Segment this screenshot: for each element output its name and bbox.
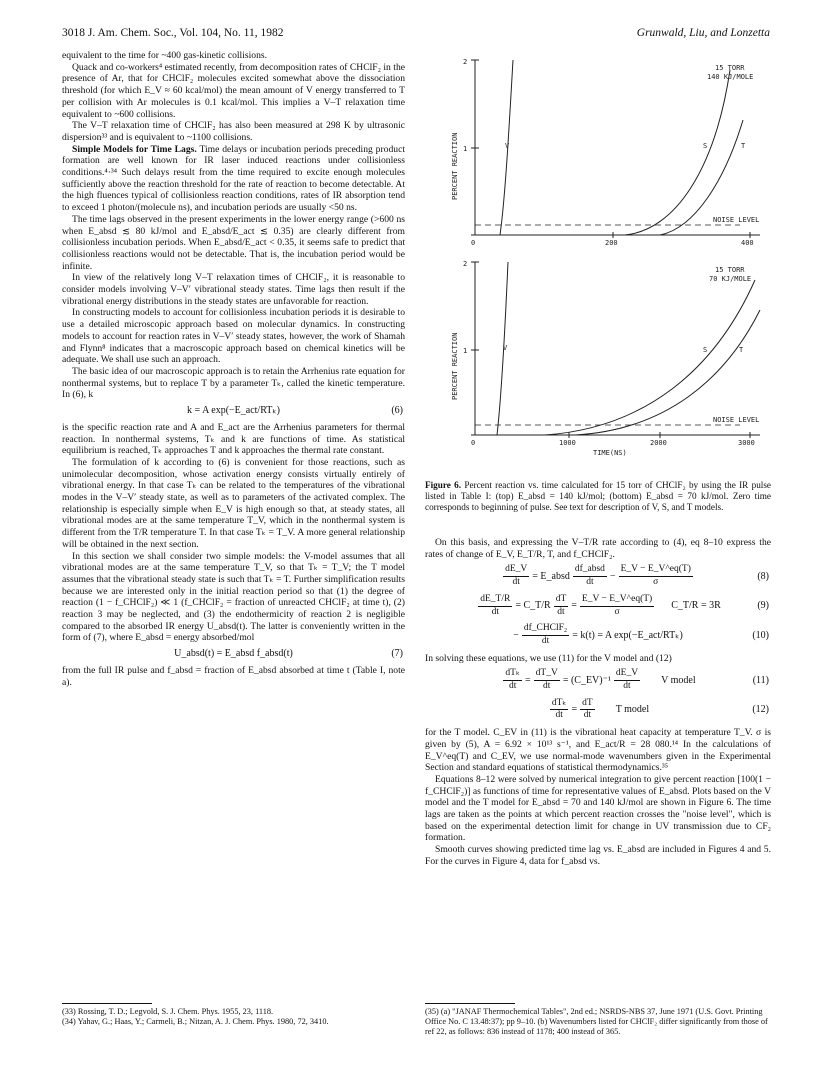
caption-text: Percent reaction vs. time calculated for 15 torr of CHClF₂ by using the IR pulse listed in Table I: (top) E_absd = 140 kJ/mol; (bottom) E_absd = 70 kJ/mol. Zero time corresponds to beginning of pulse. See text for description of V, S, and T models. [425,480,771,512]
x-tick-label: 3000 [738,439,755,447]
y-tick-label: 1 [463,145,468,153]
x-tick-label: 2000 [650,439,667,447]
journal-citation: 3018 J. Am. Chem. Soc., Vol. 104, No. 11, 1982 [62,27,284,39]
equation-body: U_absd(t) = E_absd f_absd(t) [174,648,293,660]
legend-pressure: 15 TORR [715,266,745,274]
left-footnotes [62,1003,405,1027]
y-tick-label: 1 [463,347,468,355]
section-heading: Simple Models for Time Lags. [72,143,197,155]
equation-number: (12) [752,704,769,716]
equation-7 [62,648,405,660]
paragraph: Equations 8–12 were solved by numerical integration to give percent reaction [100(1 − f_CHClF₂)] as functions of time for representative values of E_absd. Plots based on the V model and the T model for E_absd = 70 and 140 kJ/mol are shown in Figure 6. The time lags are taken as the points at which percent reaction crosses the "noise level", which is based on the experimental detection limit for change in UV transmission due to CF₂ formation. [425,773,771,844]
figure-6 [445,50,775,470]
figure-bottom-panel [451,260,760,457]
paragraph: The V–T relaxation time of CHClF₂ has also been measured at 298 K by ultrasonic dispersion³³ and is equivalent to ~1100 collisions. [62,120,405,143]
paragraph: Smooth curves showing predicted time lag vs. E_absd are included in Figures 4 and 5. For the curves in Figure 4, data for f_absd vs. [425,844,771,867]
paragraph: In solving these equations, we use (11) for the V model and (12) [425,652,672,664]
figure-caption [425,480,771,513]
x-tick-label: 1000 [559,439,576,447]
right-column [425,537,771,868]
right-footnotes [425,1003,771,1037]
legend-energy: 70 KJ/MOLE [709,275,752,283]
equation-number: (10) [752,629,769,641]
equation-12: $\frac{\text{dTₖ}}{dt}$ = $\frac{dT}{dt}$ T model (12) [551,697,769,721]
legend-energy: 140 KJ/MOLE [707,73,754,81]
equation-number: (8) [757,570,769,582]
curve-s [625,70,730,235]
y-tick-label: 2 [463,260,468,268]
equation-6 [62,405,405,417]
equation-number: (6) [391,405,403,417]
curve-s-label: S [703,346,708,354]
equation-10: − $\frac{\text{df\_CHClF₂}}{dt}$ = k(t) = A exp(−E_act/RTₖ) (10) [513,623,769,646]
equation-9: $\frac{dE\_T/R}{dt}$ = C_T/R $\frac{dT}{dt}$ = $\frac{E\_V - E\_V\^{}eq(T)}{\sigma}$ C_T/R = 3R (9) [480,593,769,617]
y-tick-label: 2 [463,58,468,66]
x-tick-label: 200 [605,239,618,247]
caption-label: Figure 6. [425,480,462,490]
paragraph-body: Time delays or incubation periods preceding product formation are well known for IR laser induced reactions under collisionless conditions.⁴·³⁴ Such delays result from the time required to excite enough molecules sufficiently above the reaction threshold for the rate of reaction to become detectable. At the high fluences typical of collisionless reaction conditions, rates of IR absorption tend to exceed 1 photon/(molecule ns), and incubation periods are usually <50 ns. [62,143,405,214]
paragraph: equivalent to the time for ~400 gas-kinetic collisions. [62,50,268,61]
equation-number: (11) [752,674,769,686]
noise-level-label: NOISE LEVEL [713,416,760,424]
x-tick-label: 400 [741,239,754,247]
running-authors: Grunwald, Liu, and Lonzetta [636,27,770,39]
left-column [62,50,405,688]
x-axis-label: TIME(NS) [593,449,627,457]
legend-pressure: 15 TORR [715,64,745,72]
paragraph: The formulation of k according to (6) is convenient for those reactions, such as unimolecular decomposition, whose activation energy consists virtually entirely of vibrational energy. In that case Tₖ can be related to the temperatures of the vibrational modes in the V–V′ steady state, as well as to parameters of the activated complex. The relationship is especially simple when E_V is high enough so that, at steady states, all vibrational modes are at the same temperature T_V, which in the nonthermal system is different from the T/R temperature T. In that case Tₖ = T_V. A more general relationship will be obtained in the next section. [62,456,405,550]
paragraph: On this basis, and expressing the V–T/R rate according to (4), eq 8–10 express the rates of change of E_V, E_T/R, T, and f_CHClF₂. [425,537,771,560]
footnote-33: (33) Rossing, T. D.; Legvold, S. J. Chem. Phys. 1955, 23, 1118. [62,1007,274,1016]
curve-t-label: T [741,142,746,150]
equation-11: $\frac{\text{dTₖ}}{dt}$ = $\frac{dT\_V}{dt}$ = (C_EV)⁻¹ $\frac{dE\_V}{dt}$ V model (11) [505,668,769,692]
figure-top-panel [451,58,760,247]
paragraph: Quack and co-workers⁴ estimated recently, from decomposition rates of CHClF₂ in the presence of Ar, that for CHClF₂ molecules excited somewhat above the dissociation threshold (for which E_V ≈ 60 kcal/mol) the mean amount of V energy transferred to T per collision with Ar molecules is 0.1 kcal/mol. This implies a V–T relaxation time equivalent to ~600 collisions. [62,61,405,120]
equation-number: (9) [757,600,769,612]
equation-number: (7) [391,648,403,660]
equation-body: k = A exp(−E_act/RTₖ) [187,405,280,417]
x-tick-label: 0 [471,239,476,247]
footnote-rule [425,1003,515,1004]
page-header [62,27,770,43]
y-axis-label: PERCENT REACTION [451,132,459,200]
curve-t-label: T [739,346,744,354]
paragraph: is the specific reaction rate and A and E_act are the Arrhenius parameters for thermal reaction. In nonthermal systems, Tₖ and k are functions of time. As statistical equilibrium is reached, Tₖ approaches T and k approaches the thermal rate constant. [62,421,405,457]
paragraph: from the full IR pulse and f_absd = fraction of E_absd absorbed at time t (Table I, note a). [62,664,405,688]
paragraph: In this section we shall consider two simple models: the V-model assumes that all vibrational modes are at the same temperature T_V, so that Tₖ = T_V; the T model assumes that the vibrational steady state is such that Tₖ = T. Further simplification results because we are interested only in the initial reaction period so that (1) the degree of reaction (1 − f_CHClF₂) ≪ 1 (f_CHClF₂ = fraction of unreacted CHClF₂ at time t), (2) reaction 3 may be neglected, and (3) the endothermicity of reaction 2 is negligible compared to the absorbed IR energy U_absd(t). The latter is conveniently written in the form of (7), where E_absd = energy absorbed/mol [62,550,405,644]
equation-8: $\frac{dE\_V}{dt}$ = E_absd $\frac{\text{df\_absd}}{dt}$ − $\frac{E\_V - E\_V\^{}eq(T)}{\sigma}$ (8) [505,564,769,588]
curve-v-label: V [505,142,510,150]
noise-level-label: NOISE LEVEL [713,216,760,224]
paragraph: The basic idea of our macroscopic approach is to retain the Arrhenius rate equation for nonthermal systems, but to replace T by a parameter Tₖ, called the kinetic temperature. In (6), k [62,365,405,401]
curve-s [545,280,755,435]
curve-s-label: S [703,142,708,150]
paragraph: In constructing models to account for collisionless incubation periods it is desirable to use a detailed microscopic approach based on molecular dynamics. In constructing models to account for reaction rates in V–V′ steady states, however, the work of Shamah and Flynn⁸ indicates that a macroscopic approach based on chemical kinetics will be adequate. We shall use such an approach. [62,307,405,366]
paragraph: In view of the relatively long V–T relaxation times of CHClF₂, it is reasonable to consider models involving V–V′ vibrational steady states. Time lags then result if the vibrational energy distributions in the steady states are unfavorable for reaction. [62,272,405,307]
x-tick-label: 0 [471,439,476,447]
y-axis-label: PERCENT REACTION [451,332,459,400]
footnote-34: (34) Yahav, G.; Haas, Y.; Carmeli, B.; Nitzan, A. J. Chem. Phys. 1980, 72, 3410. [62,1017,329,1026]
curve-v-label: V [503,344,508,352]
footnote-35: (35) (a) "JANAF Thermochemical Tables", 2nd ed.; NSRDS-NBS 37, June 1971 (U.S. Govt. Printing Office No. C 13.48:37); pp 9–10. (b) Wavenumbers listed for CHClF₂ differ significantly from those of ref 22, as follows: 836 instead of 1178; 400 instead of 365. [425,1007,768,1036]
footnote-rule [62,1003,152,1004]
paragraph [62,144,405,214]
paragraph: for the T model. C_EV in (11) is the vibrational heat capacity at temperature T_V. σ is given by (5), A = 6.92 × 10¹³ s⁻¹, and E_act/R = 28 080.¹⁴ In the calculations of E_V^eq(T) and C_EV, we use normal-mode wavenumbers given in the Experimental Section and standard equations of statistical thermodynamics.³⁵ [425,727,771,774]
paragraph: The time lags observed in the present experiments in the lower energy range (>600 ns when E_absd ≲ 80 kJ/mol and E_absd/E_act ≲ 0.35) are clearly different from collisionless incubation periods. When E_absd/E_act < 0.35, it seems safe to predict that collisionless reactions would not be detectable. That is, the incubation period would be infinite. [62,213,405,272]
